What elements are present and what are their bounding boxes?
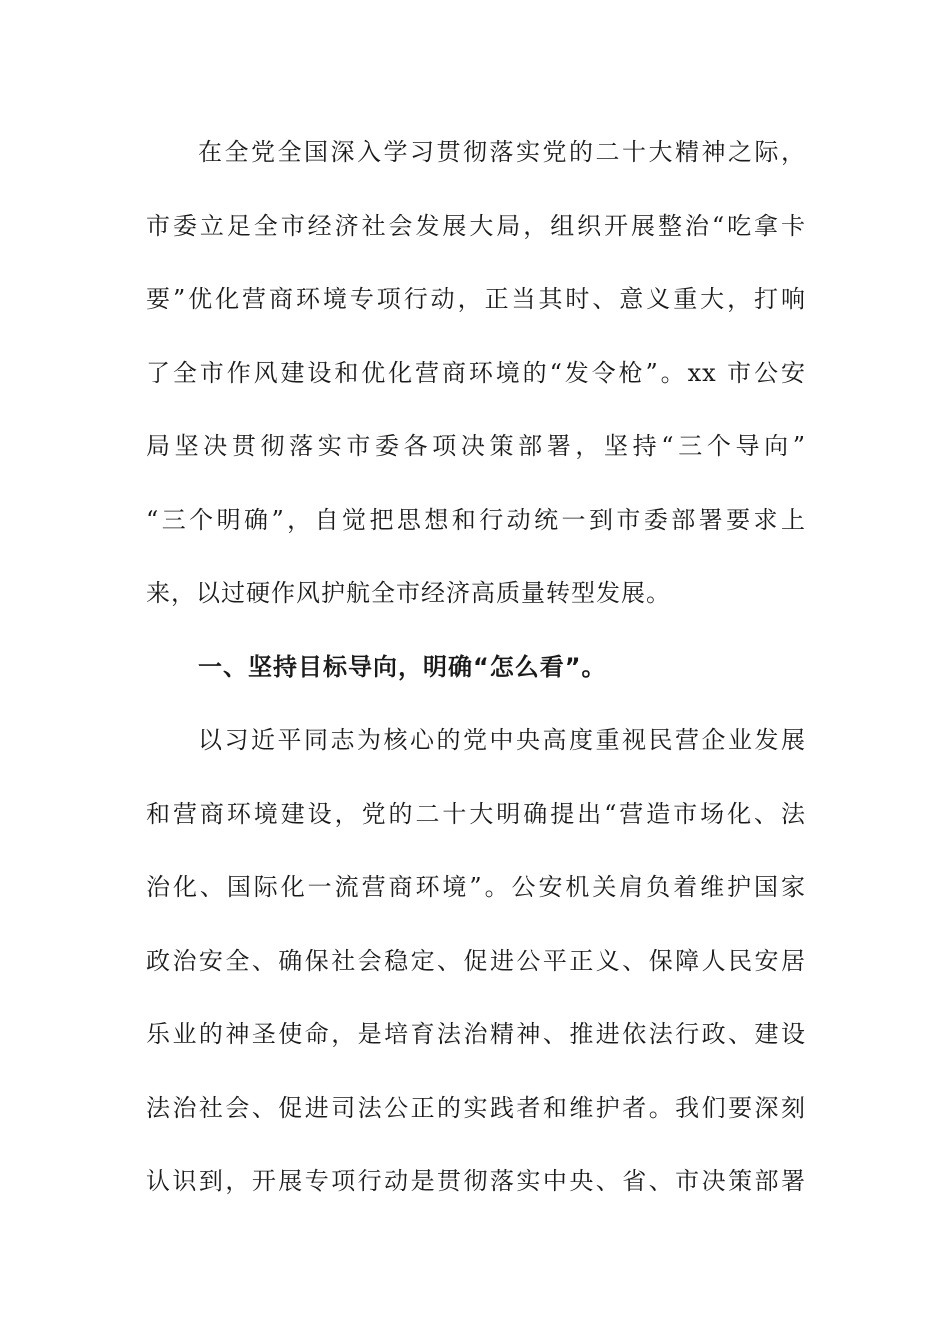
paragraph-line: 要”优化营商环境专项行动，正当其时、意义重大，打响 bbox=[146, 285, 806, 313]
paragraph-line: 政治安全、确保社会稳定、促进公平正义、保障人民安居 bbox=[146, 946, 806, 975]
section-heading: 一、坚持目标导向，明确“怎么看”。 bbox=[198, 652, 607, 681]
paragraph-line: 来，以过硬作风护航全市经济高质量转型发展。 bbox=[146, 579, 671, 607]
paragraph-line: 和营商环境建设，党的二十大明确提出“营造市场化、法 bbox=[146, 799, 806, 828]
paragraph-line: 乐业的神圣使命，是培育法治精神、推进依法行政、建设 bbox=[146, 1020, 806, 1048]
paragraph-1 bbox=[146, 128, 806, 643]
paragraph-line: “三个明确”，自觉把思想和行动统一到市委部署要求上 bbox=[146, 505, 806, 534]
paragraph-line: 了全市作风建设和优化营商环境的“发令枪”。xx 市公安 bbox=[146, 358, 806, 387]
paragraph-line: 以习近平同志为核心的党中央高度重视民营企业发展 bbox=[198, 726, 806, 754]
document-body bbox=[146, 128, 806, 1231]
paragraph-line: 法治社会、促进司法公正的实践者和维护者。我们要深刻 bbox=[146, 1093, 806, 1122]
paragraph-line: 治化、国际化一流营商环境”。公安机关肩负着维护国家 bbox=[146, 873, 806, 901]
paragraph-line: 市委立足全市经济社会发展大局，组织开展整治“吃拿卡 bbox=[146, 211, 806, 240]
paragraph-line: 在全党全国深入学习贯彻落实党的二十大精神之际， bbox=[198, 138, 806, 166]
paragraph-2 bbox=[146, 716, 806, 1231]
paragraph-line: 认识到，开展专项行动是贯彻落实中央、省、市决策部署 bbox=[146, 1167, 806, 1195]
paragraph-line: 局坚决贯彻落实市委各项决策部署，坚持“三个导向” bbox=[146, 432, 806, 460]
